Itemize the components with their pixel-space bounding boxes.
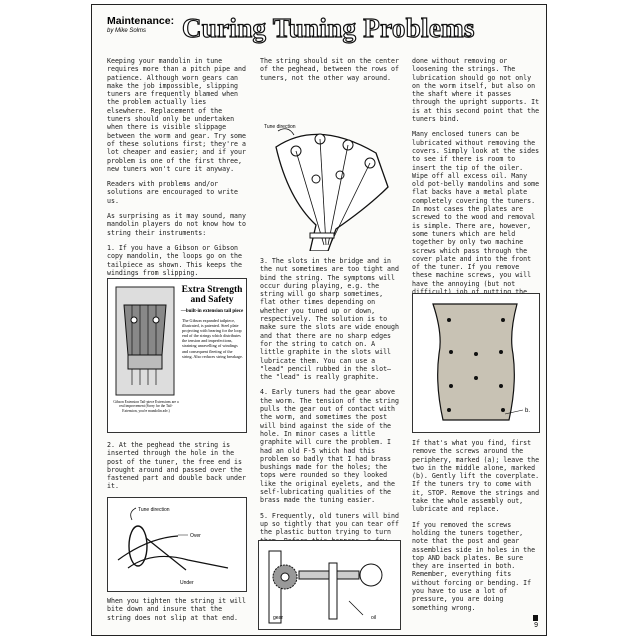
page-number: 9 xyxy=(534,622,538,629)
gear-label: gear xyxy=(273,615,284,621)
plate-label: b. xyxy=(525,408,531,414)
paragraph: When you tighten the string it will bite down and insure that the string does not slip at that end. xyxy=(107,597,246,622)
knot-illustration xyxy=(108,498,246,591)
article-title: Curing Tuning Problems xyxy=(182,13,475,43)
ad-title: Extra Strength and Safety xyxy=(181,285,243,305)
column-1 xyxy=(107,57,249,284)
paragraph: As surprising as it may sound, many mandolin players do not know how to string their instruments: xyxy=(107,212,246,237)
cover-plate-figure xyxy=(412,293,540,433)
column-3 xyxy=(412,57,540,320)
paragraph: Many enclosed tuners can be lubricated without removing the covers. Simply look at the sides to see if there is room to insert the tip of the oiler. Wipe off all excess oil. Many old pot-belly mandolins and some flat backs have a metal plate completely covering the tuners. In most cases the plates are screwed to the wood and removal is simple. There are, however, some tuners which are held together by only two machine screws which pass through the cover plate and into the front of the tuner. If you remove these machine screws, you will have the annoying (but not xyxy=(412,130,540,288)
paragraph: Keeping your mandolin in tune requires more than a pitch pipe and patience. Although worn gears can make the job impossible, slipping tuners are frequently blamed when the problem actually lies elsewhere. Replacement of the tuners should only be undertaken when there is visible slippage between the worm and gear. Try some of these solutions first; they're a lot cheaper and easier; and if your problem is one of the first three, new tuners won't cure it anyway. xyxy=(107,57,246,173)
cover-plate-illustration xyxy=(413,294,539,432)
peghead-tune-direction-label: Tune direction xyxy=(264,124,296,130)
column-1-continued xyxy=(107,441,249,498)
column-2 xyxy=(260,57,400,89)
paragraph: 3. The slots in the bridge and in the nut sometimes are too tight and bind the string. The symptoms will occur during playing, e.g. the string will go sharp sometimes, flat other times depending on whether you tuned up or down, respectively. The solution is to make sure the slots are wide enough and that there are no sharp edges for the string to catch on. A little graphite in the slots will lubricate them. You can use a "lead" pencil rubbed in the slot—the "lead" is really graphite. xyxy=(260,257,399,382)
section-label: Maintenance: xyxy=(107,15,175,27)
gibson-ad-box xyxy=(107,278,247,433)
magazine-page xyxy=(91,4,547,636)
byline: by Mike Solms xyxy=(107,28,147,34)
column-2-continued xyxy=(260,257,400,568)
paragraph: The string should sit on the center of the peghead, between the rows of tuners, not the other way around. xyxy=(260,57,399,82)
under-label: Under xyxy=(180,580,194,586)
paragraph: Readers with problems and/or solutions are encouraged to write us. xyxy=(107,180,239,205)
tuner-gear-illustration xyxy=(259,541,400,629)
ad-body: The Gibson expanded tailpiece, illustrated, is patented. Steel plate projecting with bearing for the loop end of the strings which distributes the tension and imperfections, straining unravelling of windings and consequent fleeting of the string. Also reduces string breakage. xyxy=(182,318,243,359)
peghead-illustration xyxy=(258,109,400,251)
paragraph: If that's what you find, first remove the screws around the periphery, marked (a); leave the two in the middle alone, marked (b). Gently lift the coverplate. If the tuners try to come with it, STOP. Remove the strings and take the whole assembly out, lubricate and replace. xyxy=(412,439,540,514)
paragraph: 2. At the peghead the string is inserted through the hole in the post of the tuner, the free end is brought around and passed over the fastened part and double back under it. xyxy=(107,441,246,491)
section-header xyxy=(107,15,174,34)
paragraph: 4. Early tuners had the gear above the worm. The tension of the string pulls the gear out of contact with the worm, and sometimes the post will bind against the side of the hole. In minor cases a little graphite will cure the problem. I had an old F-5 which had this problem so badly that I had brass bushings made for the holes; the tops were rounded so they looked like the original eyelets, and the self-lubricating qualities of the brass made the tuning easier. xyxy=(260,388,399,505)
end-marker xyxy=(533,615,538,621)
peghead-figure xyxy=(258,109,400,251)
string-knot-figure xyxy=(107,497,247,592)
over-label: Over xyxy=(190,533,201,539)
ad-caption: Gibson Extension Tail-piece Extensions are a real improvement (Sorry for the Tail-Extension, you're mandolin adv.) xyxy=(113,400,179,413)
tailpiece-illustration xyxy=(114,285,176,397)
tune-direction-label: Tune direction xyxy=(138,507,170,513)
paragraph: 1. If you have a Gibson or Gibson copy mandolin, the loops go on the tailpiece as shown. This keeps the windings from slipping. xyxy=(107,243,242,277)
column-1-end xyxy=(107,597,249,629)
tuner-oil-figure xyxy=(258,540,401,630)
oil-label: oil xyxy=(371,615,377,621)
paragraph: done without removing or loosening the strings. The lubrication should go not only on the worm itself, but also on the shaft where it passes through the upright supports. It is at this second point that the tuners bind. xyxy=(412,57,540,124)
column-3-continued xyxy=(412,439,540,619)
paragraph: 5. Frequently, old tuners will bind up so tightly that you can tear off the plastic button trying to turn xyxy=(260,511,399,537)
paragraph: If you removed the screws holding the tuners together, note that the post and gear assemblies side in holes in the top AND back plates. Be sure they are inserted in both. Remember, everything fits without forcing or bending. If you have to use a lot of pressure, you are doing something wrong. xyxy=(412,520,536,612)
ad-subtitle: —built-in extension tail piece xyxy=(180,309,244,314)
